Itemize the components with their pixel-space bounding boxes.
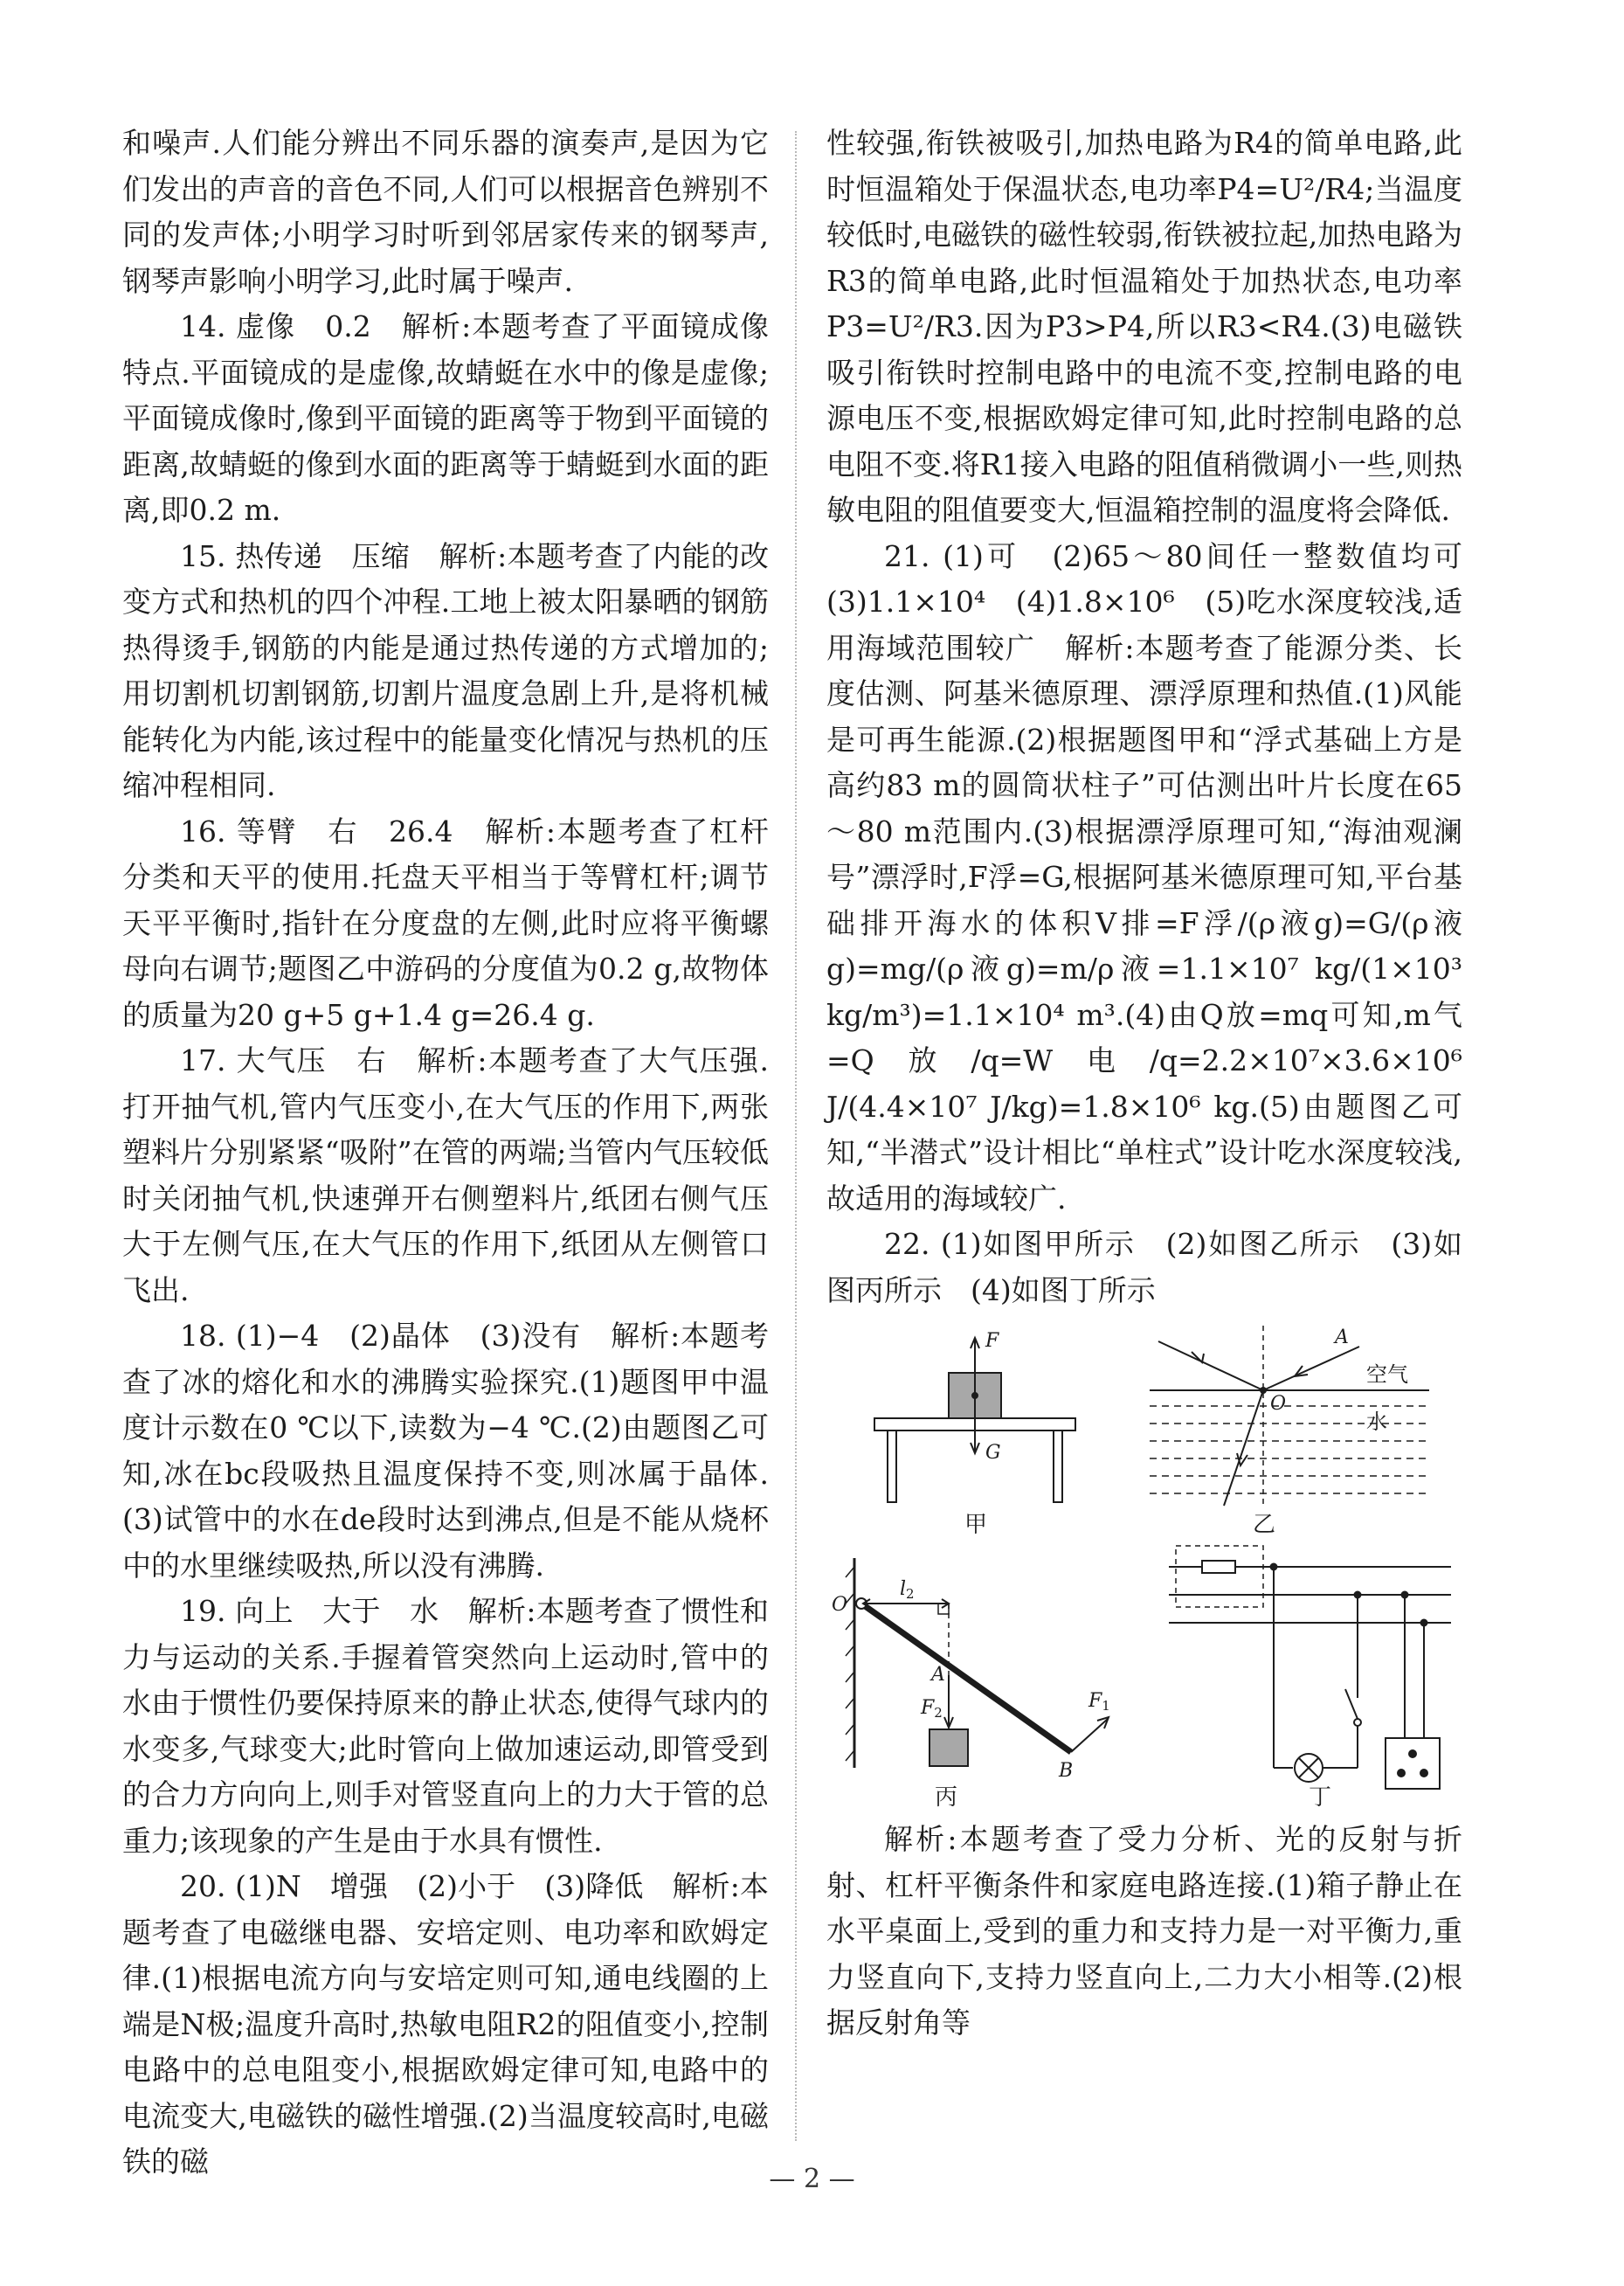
figure-jia xyxy=(874,1330,1075,1538)
caption-jia: 甲 xyxy=(964,1512,988,1538)
label-f1 xyxy=(1088,1690,1110,1714)
node xyxy=(1421,1620,1427,1626)
incidence-point xyxy=(1261,1388,1266,1393)
label-f2 xyxy=(920,1697,943,1721)
label-air: 空气 xyxy=(1366,1362,1408,1387)
figure-yi xyxy=(1150,1326,1429,1538)
label-pivot-o: O xyxy=(832,1594,848,1616)
left-column xyxy=(122,121,769,2186)
caption-yi: 乙 xyxy=(1253,1512,1276,1538)
label-f2-text: F xyxy=(921,1697,935,1719)
reflected-ray xyxy=(1158,1341,1263,1390)
table-leg-right xyxy=(1054,1430,1062,1502)
page-number: — 2 — xyxy=(769,2164,855,2194)
socket xyxy=(1386,1738,1440,1789)
refracted-ray xyxy=(1224,1390,1263,1506)
label-a: A xyxy=(1335,1327,1349,1348)
node xyxy=(1355,1592,1361,1598)
caption-ding: 丁 xyxy=(1309,1784,1332,1811)
label-l2-sub: 2 xyxy=(906,1586,915,1602)
water-hatching xyxy=(1150,1406,1429,1493)
fuse xyxy=(1202,1561,1235,1573)
node xyxy=(1402,1592,1408,1598)
socket-hole-top xyxy=(1409,1750,1416,1757)
socket-hole-left xyxy=(1398,1770,1405,1777)
answer-22: 22. (1)如图甲所示 (2)如图乙所示 (3)如图丙所示 (4)如图丁所示 xyxy=(826,1227,1462,1307)
incident-ray xyxy=(1263,1347,1359,1390)
answer-15: 15. 热传递 压缩 解析:本题考查了内能的改变方式和热机的四个冲程.工地上被太阳暴晒的钢筋热得烫手,钢筋的内能是通过热传递的方式增加的;用切割机切割钢筋,切割片温度急剧上升,是将机械能转化为内能,该过程中的能量变化情况与热机的压缩冲程相同. xyxy=(122,538,769,802)
answer-21: 21. (1)可 (2)65～80间任一整数值均可 (3)1.1×10⁴ (4)1.8×10⁶ (5)吃水深度较浅,适用海域范围较广 解析:本题考查了能源分类、长度估测、阿基米德原理、漂浮原理和热值.(1)风能是可再生能源.(2)根据题图甲和“浮式基础上方是高约83 m的圆筒状柱子”可估测出叶片长度在65～80 m范围内.(3)根据漂浮原理可知,“海油观澜号”漂浮时,F浮=G,根据阿基米德原理可知,平台基础排开海水的体积V排=F浮/(ρ液g)=G/(ρ液g)=mg/(ρ液g)=m/ρ液=1.1×10⁷ kg/(1×10³ kg/m³)=1.1×10⁴ m³.(4)由Q放=mq可知,m气=Q放/q=W电/q=2.2×10⁷×3.6×10⁶ J/(4.4×10⁷ J/kg)=1.8×10⁶ kg.(5)由题图乙可知,“半潜式”设计相比“单柱式”设计吃水深度较浅,故适用的海域较广. xyxy=(826,538,1491,1216)
label-water: 水 xyxy=(1366,1410,1387,1434)
answer-17: 17. 大气压 右 解析:本题考查了大气压强.打开抽气机,管内气压变小,在大气压的作用下,两张塑料片分别紧紧“吸附”在管的两端;当管内气压较低时关闭抽气机,快速弹开右侧塑料片,纸团右侧气压大于左侧气压,在大气压的作用下,纸团从左侧管口飞出. xyxy=(122,1043,769,1307)
answer-16: 16. 等臂 右 26.4 解析:本题考查了杠杆分类和天平的使用.托盘天平相当于等臂杠杆;调节天平平衡时,指针在分度盘的左侧,此时应将平衡螺母向右调节;题图乙中游码的分度值为0.2 g,故物体的质量为20 g+5 g+1.4 g=26.4 g. xyxy=(122,814,769,1032)
analysis-22: 解析:本题考查了受力分析、光的反射与折射、杠杆平衡条件和家庭电路连接.(1)箱子静止在水平桌面上,受到的重力和支持力是一对平衡力,重力竖直向下,支持力竖直向上,二力大小相等.(2)根据反射角等 xyxy=(826,1822,1462,2040)
node xyxy=(1271,1564,1277,1570)
caption-bing: 丙 xyxy=(935,1784,958,1811)
hanging-weight xyxy=(929,1729,968,1766)
label-f2-sub: 2 xyxy=(934,1705,943,1721)
column-divider xyxy=(795,131,797,2141)
right-column xyxy=(826,121,1491,2047)
label-point-a: A xyxy=(931,1664,945,1686)
f1-arrow xyxy=(1071,1719,1108,1752)
answer-14: 14. 虚像 0.2 解析:本题考查了平面镜成像特点.平面镜成的是虚像,故蜻蜓在水中的像是虚像;平面镜成像时,像到平面镜的距离等于物到平面镜的距离,故蜻蜓的像到水面的距离等于蜻蜓到水面的距离,即0.2 m. xyxy=(122,309,769,527)
answer-figures xyxy=(826,1322,1462,1811)
label-f1-sub: 1 xyxy=(1102,1698,1110,1714)
label-l2 xyxy=(900,1578,915,1602)
label-point-b: B xyxy=(1059,1760,1074,1782)
label-o: O xyxy=(1270,1393,1287,1415)
label-f1-text: F xyxy=(1088,1690,1102,1712)
paragraph-continued: 和噪声.人们能分辨出不同乐器的演奏声,是因为它们发出的声音的音色不同,人们可以根据音色辨别不同的发声体;小明学习时听到邻居家传来的钢琴声,钢琴声影响小明学习,此时属于噪声. xyxy=(122,126,769,298)
table-leg-left xyxy=(888,1430,896,1502)
label-l2-text: l xyxy=(900,1578,907,1600)
answer-20: 20. (1)N 增强 (2)小于 (3)降低 解析:本题考查了电磁继电器、安培定则、电功率和欧姆定律.(1)根据电流方向与安培定则可知,通电线圈的上端是N极;温度升高时,热敏电阻R2的阻值变小,控制电路中的总电阻变小,根据欧姆定律可知,电路中的电流变大,电磁铁的磁性增强.(2)当温度较高时,电磁铁的磁 xyxy=(122,1869,769,2179)
answer-18: 18. (1)−4 (2)晶体 (3)没有 解析:本题考查了冰的熔化和水的沸腾实验探究.(1)题图甲中温度计示数在0 ℃以下,读数为−4 ℃.(2)由题图乙可知,冰在bc段吸热且温度保持不变,则冰属于晶体.(3)试管中的水在de段时达到沸点,但是不能从烧杯中的水里继续吸热,所以没有沸腾. xyxy=(122,1319,769,1583)
switch-blade xyxy=(1345,1689,1358,1719)
switch-contact xyxy=(1354,1719,1361,1726)
fuse-box xyxy=(1176,1546,1263,1607)
figure-bing xyxy=(832,1558,1110,1811)
socket-hole-right xyxy=(1420,1770,1427,1777)
label-f: F xyxy=(985,1330,999,1352)
figures-svg xyxy=(826,1322,1462,1811)
answer-20-continued: 性较强,衔铁被吸引,加热电路为R4的简单电路,此时恒温箱处于保温状态,电功率P4=U²/R4;当温度较低时,电磁铁的磁性较弱,衔铁被拉起,加热电路为R3的简单电路,此时恒温箱处于加热状态,电功率P3=U²/R3.因为P3>P4,所以R3<R4.(3)电磁铁吸引衔铁时控制电路中的电流不变,控制电路的电源电压不变,根据欧姆定律可知,此时控制电路的总电阻不变.将R1接入电路的阻值稍微调小一些,则热敏电阻的阻值要变大,恒温箱控制的温度将会降低. xyxy=(826,126,1462,527)
answer-19: 19. 向上 大于 水 解析:本题考查了惯性和力与运动的关系.手握着管突然向上运动时,管中的水由于惯性仍要保持原来的静止状态,使得气球内的水变多,气球变大;此时管向上做加速运动,即管受到的合力方向向上,则手对管竖直向上的力大于管的总重力;该现象的产生是由于水具有惯性. xyxy=(122,1594,769,1858)
label-g: G xyxy=(985,1442,1001,1464)
figure-ding xyxy=(1169,1546,1451,1811)
